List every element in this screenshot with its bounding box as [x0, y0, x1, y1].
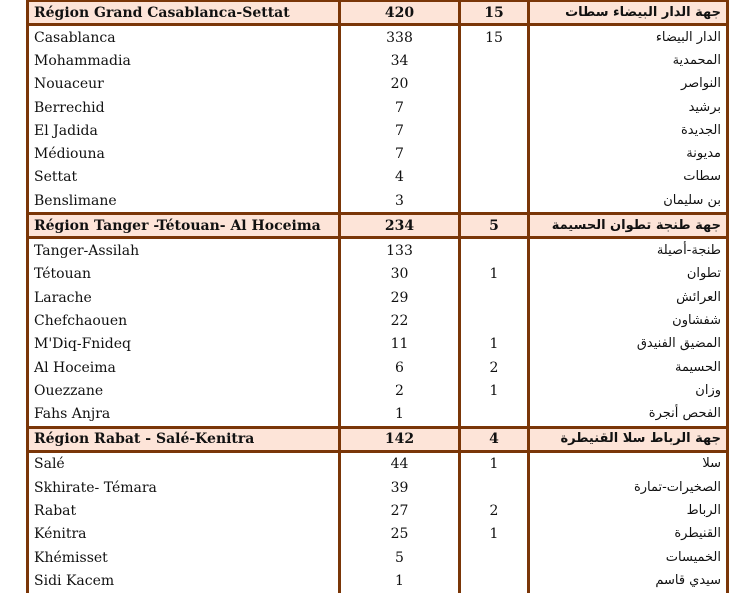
city-name-fr: Tanger-Assilah	[28, 238, 340, 263]
city-name-fr: Benslimane	[28, 189, 340, 214]
city-deaths	[460, 476, 529, 499]
city-cases: 7	[340, 119, 460, 142]
city-name-ar: شفشاون	[529, 309, 728, 332]
city-cases: 338	[340, 25, 460, 50]
city-deaths	[460, 569, 529, 592]
city-name-fr: Khémisset	[28, 546, 340, 569]
city-deaths: 1	[460, 379, 529, 402]
city-name-ar: برشيد	[529, 96, 728, 119]
city-name-ar: سيدي قاسم	[529, 569, 728, 592]
table-row	[28, 73, 728, 96]
city-deaths	[460, 96, 529, 119]
city-name-ar: وزان	[529, 379, 728, 402]
city-cases: 39	[340, 476, 460, 499]
city-cases: 6	[340, 356, 460, 379]
city-name-ar: مديونة	[529, 142, 728, 165]
table-row	[28, 238, 728, 263]
city-cases: 30	[340, 263, 460, 286]
city-cases: 29	[340, 286, 460, 309]
region-deaths: 5	[460, 214, 529, 238]
city-name-fr: Sidi Kacem	[28, 569, 340, 592]
region-name-ar: جهة طنجة تطوان الحسيمة	[529, 214, 728, 238]
table-row	[28, 546, 728, 569]
city-name-ar: بن سليمان	[529, 189, 728, 214]
city-deaths: 1	[460, 263, 529, 286]
city-name-fr: Berrechid	[28, 96, 340, 119]
city-name-ar: الجديدة	[529, 119, 728, 142]
region-header-row	[28, 427, 728, 451]
city-deaths	[460, 73, 529, 96]
city-name-ar: الدار البيضاء	[529, 25, 728, 50]
region-cases: 234	[340, 214, 460, 238]
table-row	[28, 263, 728, 286]
city-name-ar: الصخيرات-تمارة	[529, 476, 728, 499]
city-deaths: 1	[460, 451, 529, 476]
city-name-ar: الرباط	[529, 499, 728, 522]
city-name-fr: Médiouna	[28, 142, 340, 165]
table-row	[28, 451, 728, 476]
table-row	[28, 119, 728, 142]
table-row	[28, 499, 728, 522]
table-row	[28, 286, 728, 309]
table-row	[28, 142, 728, 165]
region-header-row	[28, 1, 728, 25]
region-name-fr: Région Grand Casablanca-Settat	[28, 1, 340, 25]
city-name-ar: تطوان	[529, 263, 728, 286]
city-cases: 27	[340, 499, 460, 522]
table-row	[28, 379, 728, 402]
city-name-ar: الحسيمة	[529, 356, 728, 379]
region-deaths: 4	[460, 427, 529, 451]
city-deaths	[460, 402, 529, 427]
city-name-fr: Settat	[28, 166, 340, 189]
city-name-ar: الفحص أنجرة	[529, 402, 728, 427]
city-deaths	[460, 238, 529, 263]
region-header-row	[28, 214, 728, 238]
table-row	[28, 166, 728, 189]
city-name-fr: Mohammadia	[28, 49, 340, 72]
city-name-fr: Skhirate- Témara	[28, 476, 340, 499]
region-name-ar: جهة الرباط سلا القنيطرة	[529, 427, 728, 451]
city-name-ar: المحمدية	[529, 49, 728, 72]
table-row	[28, 356, 728, 379]
city-cases: 7	[340, 142, 460, 165]
region-name-ar: جهة الدار البيضاء سطات	[529, 1, 728, 25]
city-cases: 3	[340, 189, 460, 214]
table-row	[28, 309, 728, 332]
city-deaths: 1	[460, 523, 529, 546]
city-name-fr: M'Diq-Fnideq	[28, 333, 340, 356]
city-name-fr: Al Hoceima	[28, 356, 340, 379]
covid-cases-table	[26, 0, 729, 593]
city-deaths: 2	[460, 356, 529, 379]
city-cases: 22	[340, 309, 460, 332]
city-cases: 2	[340, 379, 460, 402]
city-cases: 44	[340, 451, 460, 476]
table-row	[28, 569, 728, 592]
city-cases: 34	[340, 49, 460, 72]
region-name-fr: Région Tanger -Tétouan- Al Hoceima	[28, 214, 340, 238]
city-name-fr: Fahs Anjra	[28, 402, 340, 427]
region-name-fr: Région Rabat - Salé-Kenitra	[28, 427, 340, 451]
city-name-ar: العرائش	[529, 286, 728, 309]
city-name-ar: القنيطرة	[529, 523, 728, 546]
table-body	[28, 1, 728, 593]
city-name-fr: Rabat	[28, 499, 340, 522]
city-deaths	[460, 286, 529, 309]
city-cases: 20	[340, 73, 460, 96]
table-row	[28, 25, 728, 50]
table-row	[28, 49, 728, 72]
region-cases: 420	[340, 1, 460, 25]
city-deaths: 2	[460, 499, 529, 522]
city-cases: 11	[340, 333, 460, 356]
table-row	[28, 523, 728, 546]
city-name-ar: المضيق الفنيدق	[529, 333, 728, 356]
city-deaths	[460, 119, 529, 142]
city-cases: 1	[340, 402, 460, 427]
city-name-fr: Nouaceur	[28, 73, 340, 96]
region-deaths: 15	[460, 1, 529, 25]
table-row	[28, 476, 728, 499]
city-cases: 1	[340, 569, 460, 592]
table-row	[28, 189, 728, 214]
city-name-fr: El Jadida	[28, 119, 340, 142]
city-name-fr: Kénitra	[28, 523, 340, 546]
city-deaths: 1	[460, 333, 529, 356]
city-deaths	[460, 166, 529, 189]
city-cases: 4	[340, 166, 460, 189]
city-deaths	[460, 309, 529, 332]
city-name-fr: Salé	[28, 451, 340, 476]
city-name-ar: الخميسات	[529, 546, 728, 569]
city-name-fr: Casablanca	[28, 25, 340, 50]
city-cases: 7	[340, 96, 460, 119]
city-cases: 25	[340, 523, 460, 546]
city-deaths	[460, 142, 529, 165]
city-cases: 133	[340, 238, 460, 263]
city-cases: 5	[340, 546, 460, 569]
city-deaths	[460, 49, 529, 72]
city-name-fr: Ouezzane	[28, 379, 340, 402]
city-deaths	[460, 546, 529, 569]
city-name-ar: سلا	[529, 451, 728, 476]
city-name-fr: Tétouan	[28, 263, 340, 286]
city-deaths	[460, 189, 529, 214]
city-deaths: 15	[460, 25, 529, 50]
city-name-ar: النواصر	[529, 73, 728, 96]
city-name-ar: طنجة-أصيلة	[529, 238, 728, 263]
table-row	[28, 96, 728, 119]
city-name-ar: سطات	[529, 166, 728, 189]
table-row	[28, 333, 728, 356]
table-row	[28, 402, 728, 427]
city-name-fr: Chefchaouen	[28, 309, 340, 332]
city-name-fr: Larache	[28, 286, 340, 309]
region-cases: 142	[340, 427, 460, 451]
